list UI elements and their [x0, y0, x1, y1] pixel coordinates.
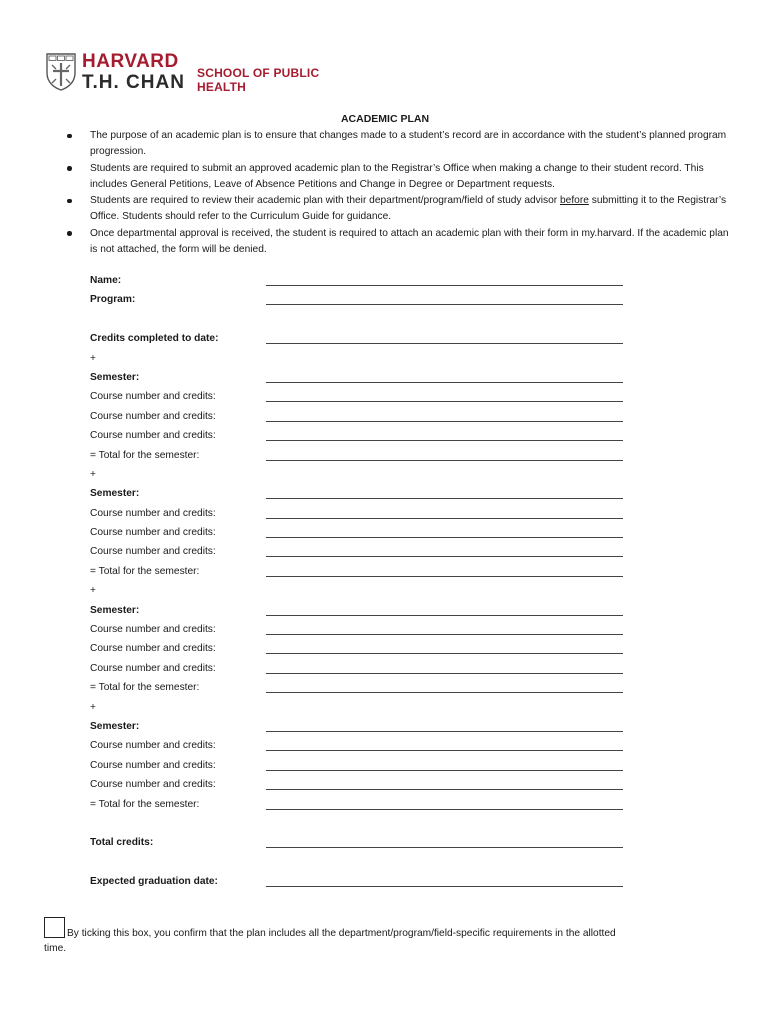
- credits-completed-label: Credits completed to date:: [90, 333, 219, 345]
- graduation-date-label: Expected graduation date:: [90, 876, 218, 888]
- harvard-shield-icon: [46, 53, 76, 91]
- course-row: [90, 542, 630, 561]
- plus-sign: +: [90, 701, 96, 713]
- name-row: [90, 271, 630, 290]
- course-label: Course number and credits:: [90, 546, 216, 558]
- confirm-text-line1: By ticking this box, you confirm that the plan includes all the department/program/field-specific requirements in the allotted: [67, 928, 616, 939]
- underlined-word: before: [560, 195, 589, 207]
- semester-total-field[interactable]: [266, 460, 623, 461]
- credits-completed-field[interactable]: [266, 343, 623, 344]
- name-field[interactable]: [266, 285, 623, 286]
- course-field[interactable]: [266, 440, 623, 441]
- semester-total-row: [90, 562, 630, 581]
- course-field[interactable]: [266, 421, 623, 422]
- instruction-item: Students are required to submit an approved academic plan to the Registrar’s Office when making a change to their student record. This includes General Petitions, Leave of Absence Petitions and Change in Degree or Department requests.: [90, 161, 735, 194]
- spacer: [90, 310, 630, 329]
- course-label: Course number and credits:: [90, 391, 216, 403]
- total-credits-row: [90, 833, 630, 852]
- wordmark-th-chan: T.H. CHAN: [82, 72, 185, 93]
- course-row: [90, 387, 630, 406]
- semester-row: [90, 484, 630, 503]
- total-credits-field[interactable]: [266, 847, 623, 848]
- course-label: Course number and credits:: [90, 740, 216, 752]
- course-field[interactable]: [266, 401, 623, 402]
- plus-row: [90, 349, 630, 368]
- course-row: [90, 659, 630, 678]
- semester-label: Semester:: [90, 720, 140, 732]
- plus-row: [90, 581, 630, 600]
- semester-label: Semester:: [90, 488, 140, 500]
- semester-field[interactable]: [266, 498, 623, 499]
- school-name: SCHOOL OF PUBLIC HEALTH: [197, 66, 320, 94]
- plus-sign: +: [90, 352, 96, 364]
- graduation-date-row: [90, 872, 630, 891]
- instruction-item: Once departmental approval is received, the student is required to attach an academic plan with their form in my.harvard. If the academic plan is not attached, the form will be denied.: [90, 226, 735, 259]
- semester-total-label: = Total for the semester:: [90, 682, 200, 694]
- spacer: [90, 853, 630, 872]
- course-field[interactable]: [266, 770, 623, 771]
- course-row: [90, 736, 630, 755]
- semester-row: [90, 601, 630, 620]
- semester-total-label: = Total for the semester:: [90, 798, 200, 810]
- semester-row: [90, 717, 630, 736]
- course-label: Course number and credits:: [90, 410, 216, 422]
- plus-sign: +: [90, 585, 96, 597]
- course-label: Course number and credits:: [90, 430, 216, 442]
- course-row: [90, 639, 630, 658]
- course-field[interactable]: [266, 789, 623, 790]
- course-field[interactable]: [266, 673, 623, 674]
- semester-total-row: [90, 678, 630, 697]
- spacer: [90, 814, 630, 833]
- program-label: Program:: [90, 294, 136, 306]
- course-label: Course number and credits:: [90, 759, 216, 771]
- course-label: Course number and credits:: [90, 527, 216, 539]
- course-field[interactable]: [266, 634, 623, 635]
- course-field[interactable]: [266, 653, 623, 654]
- semester-total-row: [90, 795, 630, 814]
- course-label: Course number and credits:: [90, 662, 216, 674]
- semester-field[interactable]: [266, 731, 623, 732]
- course-row: [90, 504, 630, 523]
- course-label: Course number and credits:: [90, 624, 216, 636]
- plus-sign: +: [90, 468, 96, 480]
- course-row: [90, 523, 630, 542]
- school-logo: [46, 52, 366, 94]
- course-row: [90, 756, 630, 775]
- plus-row: [90, 465, 630, 484]
- course-row: [90, 775, 630, 794]
- graduation-date-field[interactable]: [266, 886, 623, 887]
- confirm-text-line2: time.: [44, 943, 67, 954]
- semester-total-field[interactable]: [266, 809, 623, 810]
- course-field[interactable]: [266, 556, 623, 557]
- course-label: Course number and credits:: [90, 779, 216, 791]
- semester-field[interactable]: [266, 382, 623, 383]
- semester-field[interactable]: [266, 615, 623, 616]
- semester-label: Semester:: [90, 371, 140, 383]
- course-row: [90, 426, 630, 445]
- instruction-item: The purpose of an academic plan is to ensure that changes made to a student’s record are in accordance with the student’s planned program progression.: [90, 128, 735, 161]
- course-field[interactable]: [266, 518, 623, 519]
- course-row: [90, 407, 630, 426]
- semester-label: Semester:: [90, 604, 140, 616]
- instruction-item: [90, 193, 735, 226]
- instruction-text: Students are required to review their academic plan with their department/program/field of study advisor: [90, 195, 560, 207]
- semester-total-row: [90, 446, 630, 465]
- credits-completed-row: [90, 329, 630, 348]
- instruction-text: submitting it to the Registrar’s Office. Students should refer to the Curriculum Guide for guidance.: [90, 195, 727, 223]
- course-label: Course number and credits:: [90, 507, 216, 519]
- course-field[interactable]: [266, 537, 623, 538]
- instructions-list: [90, 128, 735, 258]
- semester-total-label: = Total for the semester:: [90, 565, 200, 577]
- semester-total-field[interactable]: [266, 576, 623, 577]
- wordmark-harvard: HARVARD: [82, 51, 179, 72]
- semester-total-label: = Total for the semester:: [90, 449, 200, 461]
- confirm-checkbox[interactable]: [44, 917, 65, 938]
- plus-row: [90, 698, 630, 717]
- course-row: [90, 620, 630, 639]
- semester-total-field[interactable]: [266, 692, 623, 693]
- course-label: Course number and credits:: [90, 643, 216, 655]
- academic-plan-form: [90, 271, 630, 892]
- course-field[interactable]: [266, 750, 623, 751]
- name-label: Name:: [90, 275, 122, 286]
- total-credits-label: Total credits:: [90, 837, 154, 849]
- semester-row: [90, 368, 630, 387]
- program-row: [90, 290, 630, 309]
- program-field[interactable]: [266, 304, 623, 305]
- page-title: ACADEMIC PLAN: [340, 113, 430, 125]
